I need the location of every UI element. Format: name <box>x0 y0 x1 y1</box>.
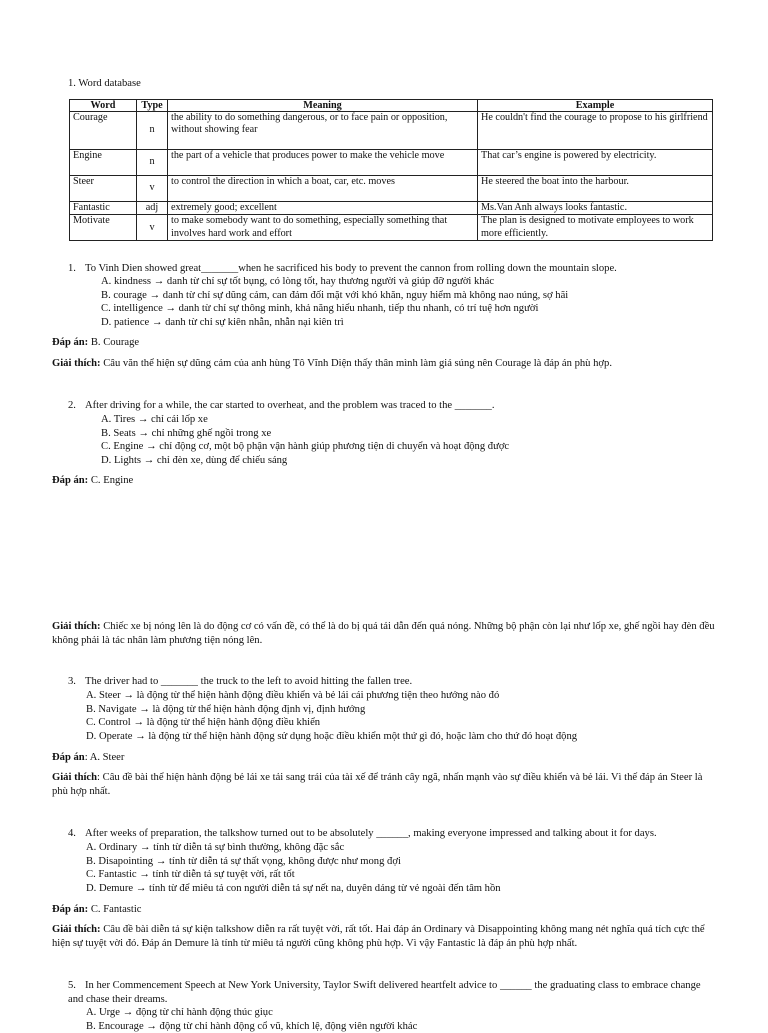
explanation-text: : Câu đề bài thể hiện hành động bẻ lái xe tải sang trái của tài xế để tránh cây ngã, nhấn mạnh vào sự điều khiển và bẻ lái. Vì thế đáp án Steer là phù hợp nhất. <box>52 772 703 797</box>
explanation-text: Câu đề bài diễn tả sự kiện talkshow diễn ra rất tuyệt vời, rất tốt. Hai đáp án Ordinary và Disappointing không mang nét nghĩa quá tích cực thể hiện sự tuyệt vời đó. Đáp án Demure là tính từ miêu tả người cũng không phù hợp. Vì vậy Fantastic là đáp án phù hợp nhất. <box>52 924 705 949</box>
cell-meaning: to make somebody want to do something, especially something that involves hard work and effort <box>168 215 478 241</box>
question-number: 1. <box>68 263 76 274</box>
answer-label: Đáp án <box>52 752 85 763</box>
explanation-text: Câu văn thể hiện sự dũng cảm của anh hùng Tô Vĩnh Diện thấy thân mình làm giá súng nên Courage là đáp án phù hợp. <box>100 358 612 369</box>
table-header-row <box>70 100 713 112</box>
cell-example: The plan is designed to motivate employees to work more efficiently. <box>478 215 713 241</box>
cell-example: He steered the boat into the harbour. <box>478 176 713 202</box>
question-2 <box>68 399 728 413</box>
explanation-label: Giải thích: <box>52 358 101 369</box>
section-heading: 1. Word database <box>68 78 141 89</box>
question-5-options <box>86 1006 706 1033</box>
word-database-table <box>69 99 713 241</box>
question-text: The driver had to _______ the truck to the left to avoid hitting the fallen tree. <box>85 676 413 687</box>
option-d: D. patience → danh từ chỉ sự kiên nhẫn, nhẫn nại kiên trì <box>101 316 344 328</box>
column-header-word: Word <box>70 100 137 112</box>
answer-3 <box>52 751 717 765</box>
question-number: 5. <box>68 980 76 991</box>
cell-word: Engine <box>70 150 137 176</box>
explanation-label: Giải thích: <box>52 924 101 935</box>
cell-meaning: the ability to do something dangerous, or to face pain or opposition, without showing fear <box>168 112 478 150</box>
column-header-example: Example <box>478 100 713 112</box>
option-b: B. courage → danh từ chỉ sự dũng cảm, can đảm đối mặt với khó khăn, nguy hiểm mà không nao núng, sợ hãi <box>101 289 569 301</box>
cell-example: That car’s engine is powered by electricity. <box>478 150 713 176</box>
column-header-meaning: Meaning <box>168 100 478 112</box>
option-c: C. intelligence → danh từ chỉ sự thông minh, khả năng hiểu nhanh, tiếp thu nhanh, có trí tuệ hơn người <box>101 303 539 315</box>
option-c: C. Engine → chỉ động cơ, một bộ phận vận hành giúp phương tiện di chuyển và hoạt động được <box>101 441 510 453</box>
option-c: C. Fantastic → tính từ diễn tả sự tuyệt vời, rất tốt <box>86 869 295 881</box>
explanation-3 <box>52 771 717 798</box>
question-2-options <box>101 413 721 467</box>
table-row <box>70 176 713 202</box>
question-number: 2. <box>68 400 76 411</box>
table-row <box>70 112 713 150</box>
cell-word: Motivate <box>70 215 137 241</box>
table-row <box>70 150 713 176</box>
explanation-text: Chiếc xe bị nóng lên là do động cơ có vấn đề, có thể là do bị quá tải dẫn đến quá nóng. Những bộ phận còn lại như lốp xe, ghế ngồi hay đèn đều không phải là tác nhân làm phương tiện nóng lên. <box>52 621 715 646</box>
cell-meaning: to control the direction in which a boat, car, etc. moves <box>168 176 478 202</box>
answer-1 <box>52 336 717 350</box>
question-4-options <box>86 841 706 895</box>
option-a: A. Ordinary → tính từ diễn tả sự bình thường, không đặc sắc <box>86 842 345 853</box>
question-text: After weeks of preparation, the talkshow turned out to be absolutely ______, making everyone impressed and talking about it for days. <box>85 828 657 839</box>
option-b: B. Seats → chỉ những ghế ngồi trong xe <box>101 427 272 439</box>
answer-value: : A. Steer <box>84 752 125 763</box>
cell-meaning: the part of a vehicle that produces power to make the vehicle move <box>168 150 478 176</box>
option-a: A. Urge → động từ chỉ hành động thúc giục <box>86 1007 273 1018</box>
cell-type: v <box>137 215 168 241</box>
question-text: In her Commencement Speech at New York University, Taylor Swift delivered heartfelt advice to ______ the graduating class to embrace change and chase their dreams. <box>68 980 701 1005</box>
question-4 <box>68 827 728 841</box>
answer-value: C. Engine <box>88 475 134 486</box>
option-a: A. kindness → danh từ chỉ sự tốt bụng, có lòng tốt, hay thương người và giúp đỡ người khác <box>101 276 495 287</box>
question-number: 3. <box>68 676 76 687</box>
cell-word: Courage <box>70 112 137 150</box>
option-a: A. Tires → chỉ cái lốp xe <box>101 414 208 425</box>
question-text: To Vinh Dien showed great_______when he sacrificed his body to prevent the cannon from rolling down the mountain slope. <box>85 263 617 274</box>
cell-example: Ms.Van Anh always looks fantastic. <box>478 202 713 215</box>
option-a: A. Steer → là động từ thể hiện hành động điều khiển và bẻ lái cái phương tiện theo hướng nào đó <box>86 690 500 701</box>
answer-2 <box>52 474 717 488</box>
option-b: B. Encourage → động từ chỉ hành động cổ vũ, khích lệ, động viên người khác <box>86 1020 418 1032</box>
answer-label: Đáp án: <box>52 904 89 915</box>
table-row <box>70 202 713 215</box>
answer-label: Đáp án: <box>52 475 89 486</box>
option-b: B. Navigate → là động từ thể hiện hành động định vị, định hướng <box>86 703 366 715</box>
answer-4 <box>52 903 717 917</box>
question-text: After driving for a while, the car started to overheat, and the problem was traced to the _______. <box>85 400 495 411</box>
explanation-label: Giải thích: <box>52 621 101 632</box>
option-b: B. Disapointing → tính từ diễn tả sự thất vọng, không được như mong đợi <box>86 855 401 867</box>
cell-word: Fantastic <box>70 202 137 215</box>
question-3 <box>68 675 728 689</box>
answer-value: B. Courage <box>88 337 140 348</box>
question-number: 4. <box>68 828 76 839</box>
explanation-4 <box>52 923 717 950</box>
answer-value: C. Fantastic <box>88 904 142 915</box>
option-d: D. Lights → chỉ đèn xe, dùng để chiếu sáng <box>101 454 288 466</box>
cell-word: Steer <box>70 176 137 202</box>
option-d: D. Demure → tính từ để miêu tả con người diễn tả sự nết na, duyên dáng từ vẻ ngoài đến tâm hồn <box>86 882 501 894</box>
cell-type: n <box>137 150 168 176</box>
explanation-label: Giải thích <box>52 772 98 783</box>
column-header-type: Type <box>137 100 168 112</box>
option-d: D. Operate → là động từ thể hiện hành động sử dụng hoặc điều khiển một thứ gì đó, hoặc làm cho thứ đó hoạt động <box>86 730 578 742</box>
explanation-2 <box>52 620 717 647</box>
option-c: C. Control → là động từ thể hiện hành động điều khiển <box>86 717 321 729</box>
explanation-1 <box>52 357 717 371</box>
cell-type: n <box>137 112 168 150</box>
question-5 <box>68 979 718 1006</box>
cell-meaning: extremely good; excellent <box>168 202 478 215</box>
question-1-options <box>101 275 721 329</box>
question-1 <box>68 262 728 276</box>
question-3-options <box>86 689 706 743</box>
answer-label: Đáp án: <box>52 337 89 348</box>
cell-type: adj <box>137 202 168 215</box>
table-row <box>70 215 713 241</box>
cell-type: v <box>137 176 168 202</box>
cell-example: He couldn't find the courage to propose to his girlfriend <box>478 112 713 150</box>
